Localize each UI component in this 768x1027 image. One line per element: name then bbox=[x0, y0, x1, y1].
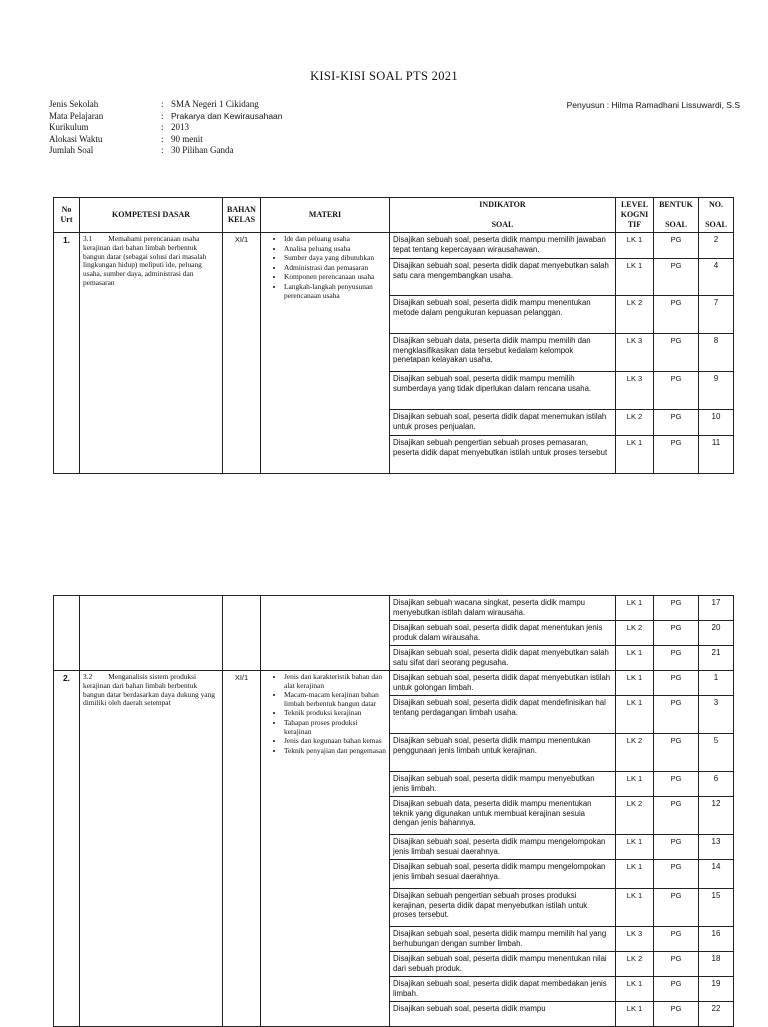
level-kognitif: LK 1 bbox=[616, 772, 654, 797]
list-item: • Teknik penyajian dan pengemasan bbox=[284, 747, 386, 756]
bentuk-soal: PG bbox=[654, 646, 699, 671]
meta-label: Mata Pelajaran bbox=[49, 110, 104, 121]
bentuk-soal: PG bbox=[654, 1002, 699, 1027]
bentuk-soal: PG bbox=[654, 797, 699, 835]
meta-label: Jumlah Soal bbox=[49, 145, 94, 155]
kompetensi-dasar: 3.2 Menganalisis sistem produksi kerajinan dari bahan limbah berbentuk bangun datar berdasarkan daya dukung yang dimiliki oleh daerah setempat bbox=[80, 671, 223, 1027]
indikator: Disajikan sebuah soal, peserta didik dapat mendefinisikan hal tentang perdagangan limbah usaha. bbox=[390, 696, 616, 734]
table-row bbox=[54, 596, 734, 621]
nomor-soal: 7 bbox=[699, 296, 734, 334]
meta-row: Alokasi Waktu : 90 menit bbox=[49, 133, 203, 144]
list-item: • Teknik produksi kerajinan bbox=[284, 709, 386, 718]
materi-list bbox=[261, 233, 390, 474]
meta-value: 30 Pilihan Ganda bbox=[171, 145, 234, 155]
indikator: Disajikan sebuah soal, peserta didik mampu mengelompokan jenis limbah sesuai daerahnya. bbox=[390, 860, 616, 889]
level-kognitif: LK 1 bbox=[616, 860, 654, 889]
indikator: Disajikan sebuah pengertian sebuah proses produksi kerajinan, peserta didik dapat menyebutkan istilah untuk proses tersebut. bbox=[390, 889, 616, 927]
list-item: • Macam-macam kerajinan bahan limbah berbentuk bangun datar bbox=[284, 691, 386, 708]
list-item: • Jenis dan kegunaan bahan kemas bbox=[284, 737, 386, 746]
meta-row: Jenis Sekolah : SMA Negeri 1 Cikidang bbox=[49, 99, 259, 109]
meta-value: Prakarya dan Kewirausahaan bbox=[171, 110, 283, 121]
level-kognitif: LK 1 bbox=[616, 1002, 654, 1027]
indikator: Disajikan sebuah soal, peserta didik dapat menyebutkan salah satu cara mengembangkan usaha. bbox=[390, 259, 616, 296]
bentuk-soal: PG bbox=[654, 696, 699, 734]
level-kognitif: LK 1 bbox=[616, 835, 654, 860]
nomor-soal: 4 bbox=[699, 259, 734, 296]
level-kognitif: LK 1 bbox=[616, 977, 654, 1002]
document-title: KISI-KISI SOAL PTS 2021 bbox=[310, 69, 458, 83]
nomor-soal: 12 bbox=[699, 797, 734, 835]
meta-row: Kurikulum : 2013 bbox=[49, 122, 189, 132]
nomor-soal: 3 bbox=[699, 696, 734, 734]
indikator: Disajikan sebuah soal, peserta didik mampu menentukan nilai dari sebuah produk. bbox=[390, 952, 616, 977]
indikator: Disajikan sebuah soal, peserta didik mampu memilih hal yang berhubungan dengan sumber limbah. bbox=[390, 927, 616, 952]
row-number: 1. bbox=[54, 233, 80, 474]
bentuk-soal: PG bbox=[654, 436, 699, 474]
materi-empty bbox=[261, 596, 390, 671]
level-kognitif: LK 2 bbox=[616, 734, 654, 772]
bentuk-soal: PG bbox=[654, 596, 699, 621]
bahan-kelas: XI/1 bbox=[223, 671, 261, 1027]
indikator: Disajikan sebuah soal, peserta didik mampu menentukan metode dalam pengukuran kepuasan pelanggan. bbox=[390, 296, 616, 334]
kompetensi-dasar: 3.1 Memahami perencanaan usaha kerajinan dari bahan limbah berbentuk bangun datar (sebagai solusi dari masalah lingkungan hidup) meliputi ide, peluang usaha, sumber daya, administrasi dan pemasaran bbox=[80, 233, 223, 474]
nomor-soal: 10 bbox=[699, 410, 734, 436]
nomor-soal: 15 bbox=[699, 889, 734, 927]
meta-value: 2013 bbox=[171, 122, 189, 132]
bentuk-soal: PG bbox=[654, 977, 699, 1002]
nomor-soal: 22 bbox=[699, 1002, 734, 1027]
header-no: No Urt bbox=[54, 198, 80, 233]
indikator: Disajikan sebuah soal, peserta didik mampu bbox=[390, 1002, 616, 1027]
level-kognitif: LK 2 bbox=[616, 797, 654, 835]
bentuk-soal: PG bbox=[654, 372, 699, 410]
level-kognitif: LK 3 bbox=[616, 927, 654, 952]
bentuk-soal: PG bbox=[654, 671, 699, 696]
level-kognitif: LK 1 bbox=[616, 596, 654, 621]
nomor-soal: 1 bbox=[699, 671, 734, 696]
header-level: LEVEL KOGNI TIF bbox=[616, 198, 654, 233]
list-item: • Administrasi dan pemasaran bbox=[284, 264, 386, 273]
bentuk-soal: PG bbox=[654, 927, 699, 952]
meta-row: Mata Pelajaran : Prakarya dan Kewirausahaan bbox=[49, 110, 283, 121]
indikator: Disajikan sebuah pengertian sebuah proses pemasaran, peserta didik dapat menyebutkan istilah untuk proses tersebut bbox=[390, 436, 616, 474]
header-kompetensi: KOMPETESI DASAR bbox=[80, 198, 223, 233]
indikator: Disajikan sebuah data, peserta didik mampu memilih dan mengklasifikasikan data tersebut kedalam kelompok penetapan kelayakan usaha. bbox=[390, 334, 616, 372]
meta-label: Kurikulum bbox=[49, 122, 89, 132]
header-bentuk: BENTUK SOAL bbox=[654, 198, 699, 233]
indikator: Disajikan sebuah soal, peserta didik dapat menyebutkan istilah untuk golongan limbah. bbox=[390, 671, 616, 696]
list-item: • Langkah-langkah penyusunan perencanaan usaha bbox=[284, 283, 386, 300]
indikator: Disajikan sebuah soal, peserta didik dapat membedakan jenis limbah. bbox=[390, 977, 616, 1002]
nomor-soal: 18 bbox=[699, 952, 734, 977]
indikator: Disajikan sebuah soal, peserta didik dapat menyebutkan salah satu sifat dari seorang pegusaha. bbox=[390, 646, 616, 671]
indikator: Disajikan sebuah soal, peserta didik mampu menyebutkan jenis limbah. bbox=[390, 772, 616, 797]
header-row bbox=[54, 198, 734, 233]
indikator: Disajikan sebuah data, peserta didik mampu menentukan teknik yang digunakan untuk membuat kerajinan sesuia dengan jenis bahannya. bbox=[390, 797, 616, 835]
indikator: Disajikan sebuah soal, peserta didik mampu mengelompokan jenis limbah sesuai daerahnya. bbox=[390, 835, 616, 860]
indikator: Disajikan sebuah soal, peserta didik dapat menentukan jenis produk dalam wirausaha. bbox=[390, 621, 616, 646]
level-kognitif: LK 1 bbox=[616, 259, 654, 296]
level-kognitif: LK 2 bbox=[616, 621, 654, 646]
indikator: Disajikan sebuah wacana singkat, peserta didik mampu menyebutkan istilah dalam wirausaha. bbox=[390, 596, 616, 621]
kompetensi-dasar-empty bbox=[80, 596, 223, 671]
bentuk-soal: PG bbox=[654, 889, 699, 927]
nomor-soal: 17 bbox=[699, 596, 734, 621]
level-kognitif: LK 1 bbox=[616, 646, 654, 671]
bentuk-soal: PG bbox=[654, 952, 699, 977]
bentuk-soal: PG bbox=[654, 734, 699, 772]
row-number: 2. bbox=[54, 671, 80, 1027]
header-materi: MATERI bbox=[261, 198, 390, 233]
nomor-soal: 8 bbox=[699, 334, 734, 372]
nomor-soal: 13 bbox=[699, 835, 734, 860]
meta-label: Alokasi Waktu bbox=[49, 133, 103, 144]
level-kognitif: LK 3 bbox=[616, 334, 654, 372]
level-kognitif: LK 2 bbox=[616, 952, 654, 977]
meta-value: SMA Negeri 1 Cikidang bbox=[171, 99, 259, 109]
nomor-soal: 19 bbox=[699, 977, 734, 1002]
bentuk-soal: PG bbox=[654, 233, 699, 259]
bentuk-soal: PG bbox=[654, 835, 699, 860]
level-kognitif: LK 1 bbox=[616, 889, 654, 927]
table-row bbox=[54, 671, 734, 696]
bahan-kelas: XI/1 bbox=[223, 233, 261, 474]
bentuk-soal: PG bbox=[654, 772, 699, 797]
level-kognitif: LK 2 bbox=[616, 296, 654, 334]
header-indikator: INDIKATOR SOAL bbox=[390, 198, 616, 233]
indikator: Disajikan sebuah soal, peserta didik dapat menemukan istilah untuk proses penjualan. bbox=[390, 410, 616, 436]
bentuk-soal: PG bbox=[654, 860, 699, 889]
meta-label: Jenis Sekolah bbox=[49, 99, 99, 109]
kisi-kisi-table bbox=[53, 197, 734, 474]
indikator: Disajikan sebuah soal, peserta didik mampu memilih jawaban tepat tentang kepercayaan wirausahawan. bbox=[390, 233, 616, 259]
nomor-soal: 9 bbox=[699, 372, 734, 410]
nomor-soal: 5 bbox=[699, 734, 734, 772]
row-number-empty bbox=[54, 596, 80, 671]
list-item: • Analisa peluang usaha bbox=[284, 245, 386, 254]
bentuk-soal: PG bbox=[654, 259, 699, 296]
list-item: • Jenis dan karakteristik bahan dan alat kerajinan bbox=[284, 673, 386, 690]
bentuk-soal: PG bbox=[654, 410, 699, 436]
table-row bbox=[54, 233, 734, 259]
materi-list bbox=[261, 671, 390, 1027]
nomor-soal: 16 bbox=[699, 927, 734, 952]
bentuk-soal: PG bbox=[654, 334, 699, 372]
indikator: Disajikan sebuah soal, peserta didik mampu memilih sumberdaya yang tidak diperlukan dalam rencana usaha. bbox=[390, 372, 616, 410]
list-item: • Tahapan proses produksi kerajinan bbox=[284, 719, 386, 736]
nomor-soal: 20 bbox=[699, 621, 734, 646]
nomor-soal: 21 bbox=[699, 646, 734, 671]
author-line: Penyusun : Hilma Ramadhani Lissuwardi, S.S bbox=[566, 100, 740, 110]
nomor-soal: 2 bbox=[699, 233, 734, 259]
level-kognitif: LK 1 bbox=[616, 233, 654, 259]
nomor-soal: 6 bbox=[699, 772, 734, 797]
header-no-soal: NO. SOAL bbox=[699, 198, 734, 233]
bentuk-soal: PG bbox=[654, 621, 699, 646]
level-kognitif: LK 2 bbox=[616, 410, 654, 436]
level-kognitif: LK 3 bbox=[616, 372, 654, 410]
level-kognitif: LK 1 bbox=[616, 696, 654, 734]
level-kognitif: LK 1 bbox=[616, 671, 654, 696]
indikator: Disajikan sebuah soal, peserta didik mampu menentukan penggunaan jenis limbah untuk kerajinan. bbox=[390, 734, 616, 772]
list-item: • Komponen perencanaan usaha bbox=[284, 273, 386, 282]
meta-row: Jumlah Soal : 30 Pilihan Ganda bbox=[49, 145, 234, 155]
list-item: • Sumber daya yang dibutuhkan bbox=[284, 254, 386, 263]
nomor-soal: 11 bbox=[699, 436, 734, 474]
document-meta bbox=[49, 99, 283, 157]
list-item: • Ide dan peluang usaha bbox=[284, 235, 386, 244]
bentuk-soal: PG bbox=[654, 296, 699, 334]
level-kognitif: LK 1 bbox=[616, 436, 654, 474]
kisi-kisi-table-continued bbox=[53, 595, 734, 1027]
header-bahan-kelas: BAHAN KELAS bbox=[223, 198, 261, 233]
nomor-soal: 14 bbox=[699, 860, 734, 889]
bahan-kelas-empty bbox=[223, 596, 261, 671]
meta-value: 90 menit bbox=[171, 133, 203, 144]
